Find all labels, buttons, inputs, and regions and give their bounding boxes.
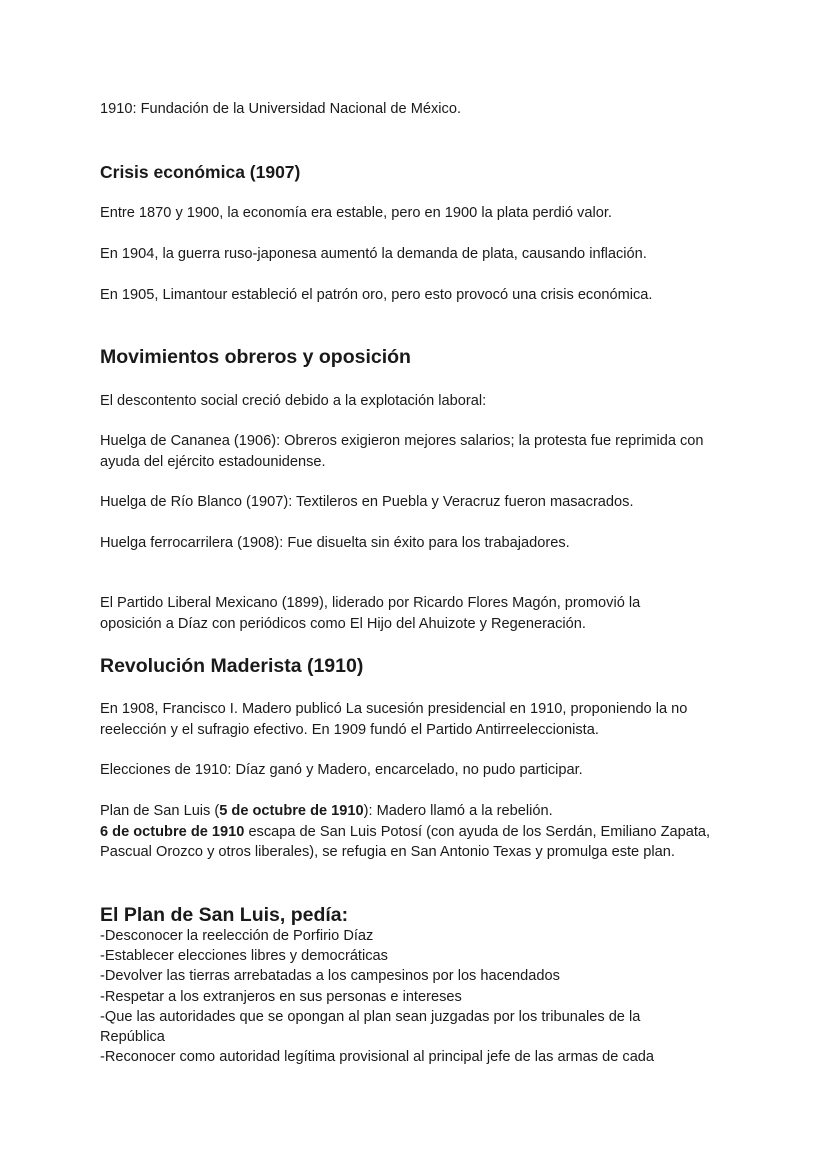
paragraph: Entre 1870 y 1900, la economía era estable, pero en 1900 la plata perdió valor. <box>100 205 612 221</box>
plan-intro-date: 5 de octubre de 1910 <box>219 803 364 819</box>
heading-plan-san-luis: El Plan de San Luis, pedía: <box>100 904 349 926</box>
paragraph: Huelga ferrocarrilera (1908): Fue disuelta sin éxito para los trabajadores. <box>100 535 570 551</box>
list-item: -Que las autoridades que se opongan al plan sean juzgadas por los tribunales de la República <box>100 1008 641 1046</box>
escape-text: escapa de San Luis Potosí (con ayuda de los Serdán, Emiliano Zapata, Pascual Orozco y otros liberales), se refugia en San Antonio Texas y promulga este plan. <box>100 823 711 860</box>
paragraph: Elecciones de 1910: Díaz ganó y Madero, encarcelado, no pudo participar. <box>100 762 583 778</box>
paragraph: Huelga de Río Blanco (1907): Textileros en Puebla y Veracruz fueron masacrados. <box>100 494 634 510</box>
paragraph: En 1904, la guerra ruso-japonesa aumentó la demanda de plata, causando inflación. <box>100 246 647 262</box>
plan-demands-list <box>100 926 680 1067</box>
paragraph: El descontento social creció debido a la explotación laboral: <box>100 393 487 409</box>
plan-paragraph <box>100 801 728 863</box>
heading-revolucion-maderista: Revolución Maderista (1910) <box>100 655 364 677</box>
heading-crisis-economica: Crisis económica (1907) <box>100 162 301 182</box>
escape-date: 6 de octubre de 1910 <box>100 823 245 840</box>
paragraph: Huelga de Cananea (1906): Obreros exigieron mejores salarios; la protesta fue reprimida con ayuda del ejército estadounidense. <box>100 433 704 470</box>
list-item: -Establecer elecciones libres y democráticas <box>100 948 388 965</box>
plan-intro-prefix: Plan de San Luis ( <box>100 803 220 819</box>
paragraph: El Partido Liberal Mexicano (1899), liderado por Ricardo Flores Magón, promovió la oposición a Díaz con periódicos como El Hijo del Ahuizote y Regeneración. <box>100 595 641 632</box>
list-item: -Respetar a los extranjeros en sus personas e intereses <box>100 988 462 1005</box>
heading-movimientos-obreros: Movimientos obreros y oposición <box>100 346 411 368</box>
list-item: -Devolver las tierras arrebatadas a los campesinos por los hacendados <box>100 968 560 985</box>
list-item: -Reconocer como autoridad legítima provisional al principal jefe de las armas de cada <box>100 1049 655 1066</box>
paragraph: En 1905, Limantour estableció el patrón oro, pero esto provocó una crisis económica. <box>100 287 653 303</box>
intro-line: 1910: Fundación de la Universidad Nacional de México. <box>100 101 462 117</box>
list-item: -Desconocer la reelección de Porfirio Díaz <box>100 928 374 944</box>
paragraph: En 1908, Francisco I. Madero publicó La sucesión presidencial en 1910, proponiendo la no reelección y el sufragio efectivo. En 1909 fundó el Partido Antirreeleccionista. <box>100 701 688 738</box>
plan-intro-suffix: ): Madero llamó a la rebelión. <box>363 803 553 819</box>
